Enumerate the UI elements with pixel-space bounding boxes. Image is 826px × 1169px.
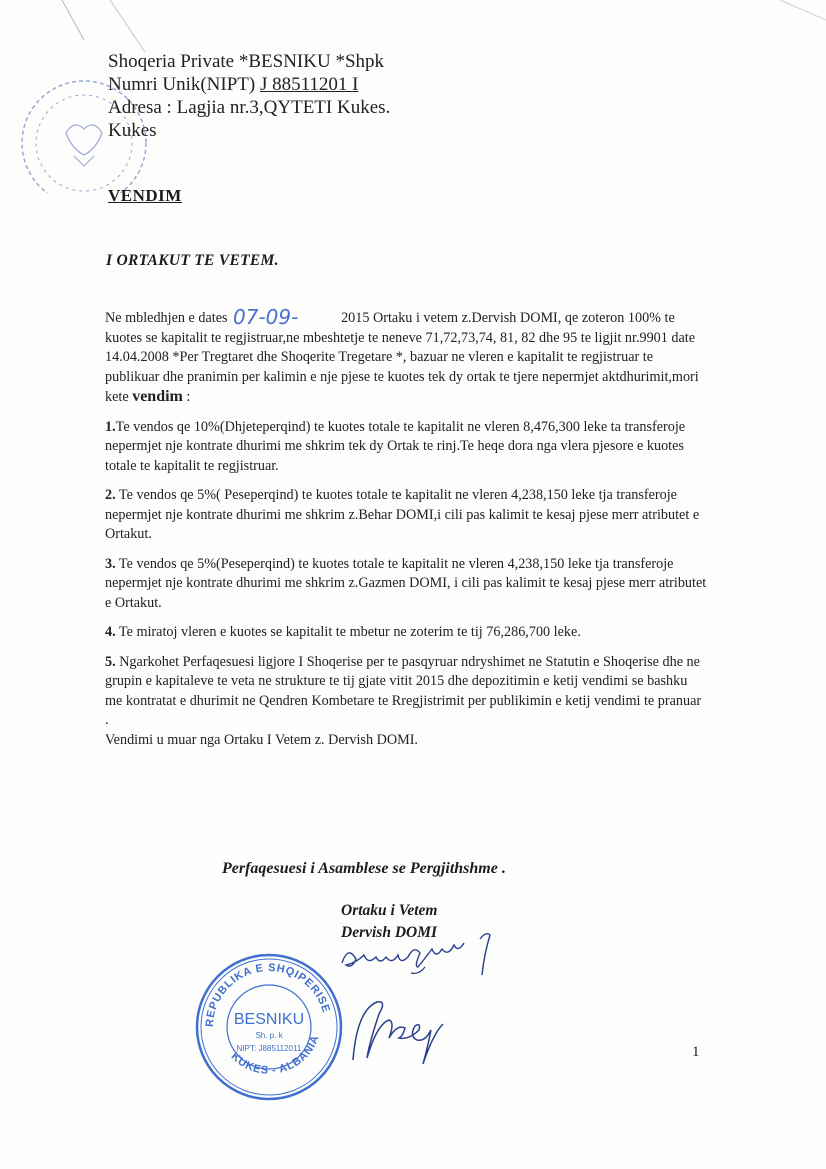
city-line: Kukes [108, 120, 157, 141]
point-number: 2. [105, 487, 116, 503]
handwritten-date [231, 306, 341, 328]
signatory-name: Dervish DOMI [341, 924, 438, 941]
point-text: Te vendos qe 10%(Dhjeteperqind) te kuotes totale te kapitalit ne vleren 8,476,300 leke ta transferoje nepermjet nje kontrate dhurimi me shkrim tek dy Ortak te rinj.Te heqe dora nga vlera pjesore e kuotes totale te kapitalit te regjistruar. [105, 418, 686, 474]
document-subtitle: I ORTAKUT TE VETEM. [106, 252, 279, 269]
point-text: Ngarkohet Perfaqesuesi ligjore I Shoqerise per te pasqyruar ndryshimet ne Statutin e Shoqerise dhe ne grupin e kapitaleve te veta ne strukture te tij gjate vitit 2015 dhe depozitimin e ketij vendimi se bashku me kontratat e dhurimit ne Qendren Kombetare te Rregjistrimit per publikimin e ketij vendimi te pranuar . [105, 653, 702, 728]
intro-end: : [182, 389, 191, 405]
nipt-line [108, 73, 390, 96]
nipt-value: J 88511201 I [259, 74, 359, 95]
point-text: Te miratoj vleren e kuotes se kapitalit te mbetur ne zoterim te tij 76,286,700 leke. [115, 624, 581, 640]
company-header [108, 50, 390, 142]
company-name: Shoqeria Private *BESNIKU *Shpk [108, 51, 385, 72]
point-number: 3. [105, 555, 116, 572]
point-3 [105, 555, 707, 614]
point-text: Te vendos qe 5%( Peseperqind) te kuotes totale te kapitalit ne vleren 4,238,150 leke tja transferoje nepermjet nje kontrate dhurimi me shkrim z.Behar DOMI,i cili pas kalimit te kesaj pjese merr atributet e Ortakut. [105, 487, 700, 542]
seal-nipt: NIPT: J885112011 [236, 1044, 302, 1053]
handwritten-signature-2 [345, 990, 475, 1070]
closing-line: Vendimi u muar nga Ortaku I Vetem z. Dervish DOMI. [105, 731, 418, 748]
intro-before-date: Ne mbledhjen e dates [105, 310, 232, 326]
vendim-word: vendim [132, 388, 183, 405]
point-number: 5. [105, 653, 116, 670]
intro-after-date: 2015 Ortaku i vetem z.Dervish DOMI, qe zoteron 100% te kuotes se kapitalit te regjistruar,ne mbeshtetje te neneve 71,72,73,74, 81, 82 dhe 95 te ligjit nr.9901 date 14.04.2008 *Per Tregtaret dhe Shoqerite Tregetare *, bazuar ne vleren e kapitalit te regjistruar te publikuar dhe pranimin per kalimin e nje pjese te kuotes tek dy ortak te tjere nepermjet aktdhurimit,mori kete [105, 310, 699, 405]
address-line: Adresa : Lagjia nr.3,QYTETI Kukes. [108, 97, 391, 118]
point-text: Te vendos qe 5%(Peseperqind) te kuotes totale te kapitalit ne vleren 4,238,150 leke tja transferoje nepermjet nje kontrate dhurimi me shkrim z.Gazmen DOMI, i cili pas kalimit te kesaj pjese merr atributet e Ortakut. [105, 555, 707, 611]
document-title: VENDIM [108, 186, 182, 205]
point-number: 4. [105, 624, 116, 640]
point-4 [105, 623, 707, 643]
handwritten-signature-1 [330, 925, 510, 985]
document-body [105, 306, 707, 760]
point-2 [105, 486, 707, 545]
handwritten-date-text: 07-09- [233, 306, 299, 328]
seal-company: BESNIKU [233, 1011, 305, 1028]
intro-paragraph [105, 306, 707, 408]
seal-ring-text: REPUBLIKA E SHQIPERISE [203, 961, 333, 1028]
seal-type: Sh. p. k [255, 1031, 283, 1040]
point-number: 1. [105, 418, 116, 435]
company-seal [193, 952, 345, 1102]
nipt-label: Numri Unik(NIPT) [108, 74, 260, 95]
seal-city-text: KUKES - ALBANIA [228, 1033, 322, 1077]
point-1 [105, 418, 707, 477]
page-number: 1 [692, 1044, 700, 1060]
signatory-role: Ortaku i Vetem [341, 902, 438, 919]
signature-title: Perfaqesuesi i Asamblese se Pergjithshme . [222, 860, 506, 877]
point-5 [105, 653, 707, 731]
